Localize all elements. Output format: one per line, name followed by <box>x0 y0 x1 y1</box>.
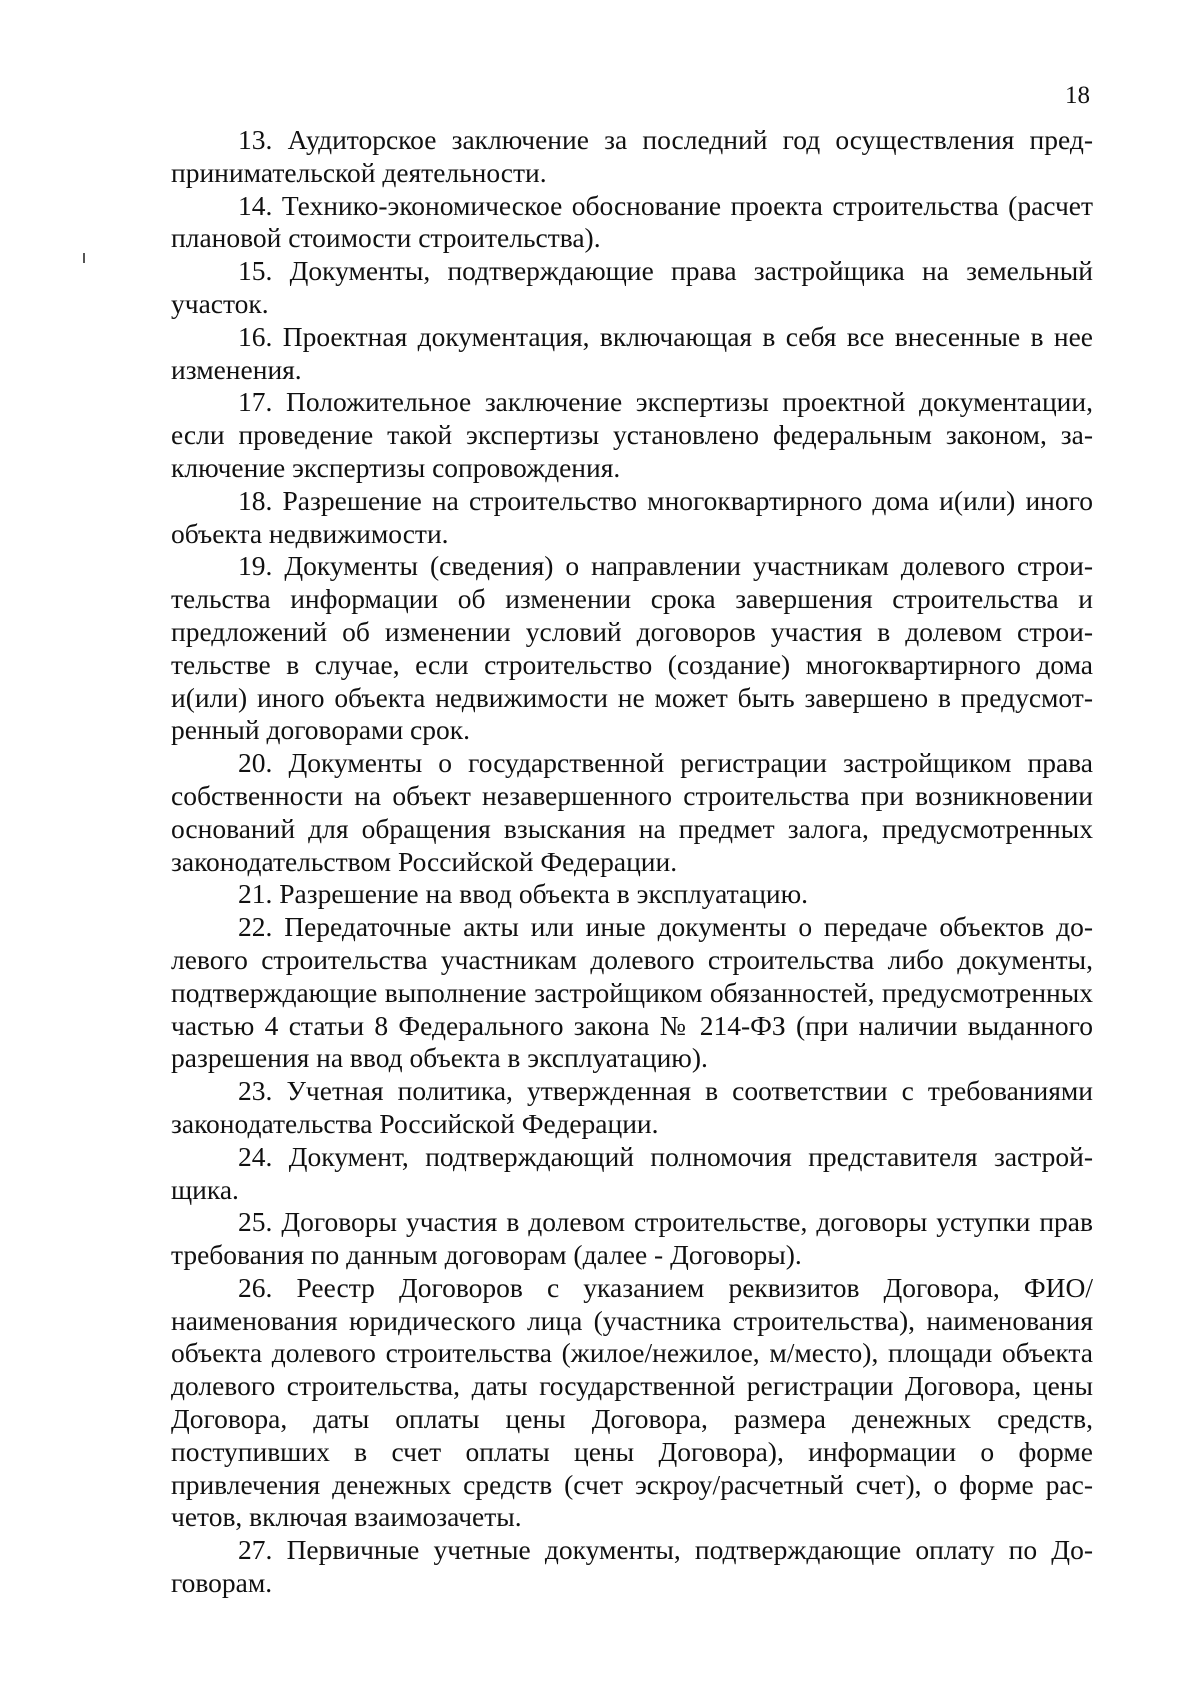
page-number: 18 <box>1065 82 1090 109</box>
list-item: 15. Документы, подтверждающие права застройщика на земельный участок. <box>171 255 1093 319</box>
list-item: 14. Технико-экономическое обоснование проекта строительства (расчет плановой стоимости строительства). <box>171 189 1093 254</box>
scan-mark <box>83 253 85 263</box>
list-item: 21. Разрешение на ввод объекта в эксплуатацию. <box>238 878 809 910</box>
list-item: 20. Документы о государственной регистрации застройщиком права собственности на объект незавершенного строительства при возникновении оснований для обращения взыскания на предмет залога, предусмотренных законодательством Российской Федерации. <box>171 747 1093 877</box>
list-item: 24. Документ, подтверждающий полномочия представителя застройщика. <box>171 1140 1093 1205</box>
list-item: 19. Документы (сведения) о направлении участникам долевого строительства информации об изменении срока завершения строительства и предложений об изменении условий договоров участия в долевом строительстве в случае, если строительство (создание) многоквартирного дома и(или) иного объекта недвижимости не может быть завершено в предусмотренный договорами срок. <box>171 550 1093 746</box>
document-body <box>171 124 1093 1600</box>
list-item: 13. Аудиторское заключение за последний год осуществления предпринимательской деятельности. <box>171 124 1093 188</box>
list-item: 25. Договоры участия в долевом строительстве, договоры уступки прав требования по данным договорам (далее - Договоры). <box>171 1206 1093 1271</box>
list-item: 27. Первичные учетные документы, подтверждающие оплату по Договорам. <box>171 1534 1093 1599</box>
list-item: 18. Разрешение на строительство многоквартирного дома и(или) иного объекта недвижимости. <box>171 484 1093 549</box>
list-item: 17. Положительное заключение экспертизы проектной документации, если проведение такой экспертизы установлено федеральным законом, заключение экспертизы сопровождения. <box>171 386 1093 483</box>
list-item: 16. Проектная документация, включающая в себя все внесенные в нее изменения. <box>171 320 1093 385</box>
list-item: 22. Передаточные акты или иные документы о передаче объектов долевого строительства участникам долевого строительства либо документы, подтверждающие выполнение застройщиком обязанностей, предусмотренных частью 4 статьи 8 Федерального закона № 214-ФЗ (при наличии выданного разрешения на ввод объекта в эксплуатацию). <box>171 911 1093 1074</box>
list-item: 23. Учетная политика, утвержденная в соответствии с требованиями законодательства Российской Федерации. <box>171 1075 1093 1139</box>
list-item: 26. Реестр Договоров с указанием реквизитов Договора, ФИО/наименования юридического лица (участника строительства), наименования объекта долевого строительства (жилое/нежилое, м/место), площади объекта долевого строительства, даты государственной регистрации Договора, цены Договора, даты оплаты цены Договора, размера денежных средств, поступивших в счет оплаты цены Договора), информации о форме привлечения денежных средств (счет эскроу/расчетный счет), о форме расчетов, включая взаимозачеты. <box>171 1271 1093 1533</box>
